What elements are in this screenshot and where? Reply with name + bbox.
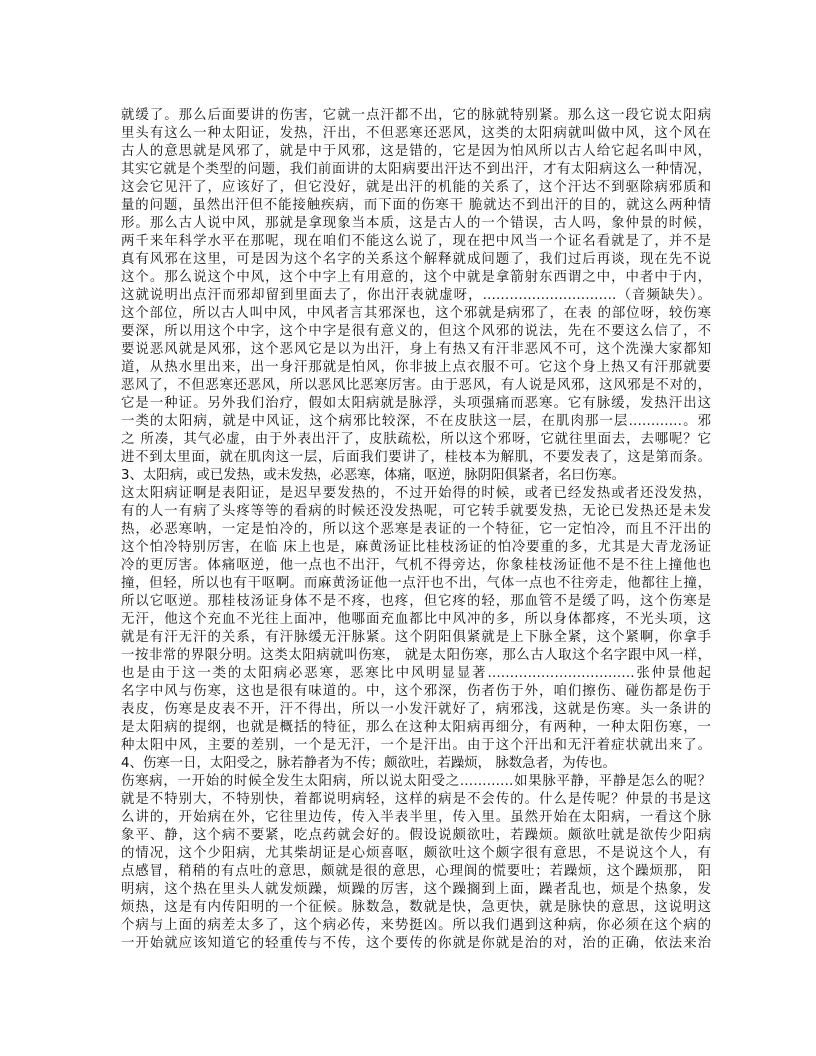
text-line: 之 所凑，其气必虚，由于外表出汗了，皮肤疏松，所以这个邪呀，它就往里面去，去哪呢？它 xyxy=(121,432,711,447)
text-line: 也是由于这一类的太阳病必恶寒，恶寒比中风明显显著……………………………张仲景他起 xyxy=(121,666,711,681)
text-line: 真有风邪在这里，可是因为这个名字的关系这个解释就成问题了，我们过后再谈，现在先不说 xyxy=(121,252,711,267)
text-line: 两千来年科学水平在那呢，现在咱们不能这么说了，现在把中风当一个证名看就是了，并不是 xyxy=(121,234,711,249)
text-line: 这太阳病证啊是表阳证，是迟早要发热的，不过开始得的时候，或者已经发热或者还没发热， xyxy=(121,486,711,501)
text-line: 这就说明出点汗而邪却留到里面去了，你出汗表就虚呀，…………………………（音频缺失）。 xyxy=(121,288,711,303)
text-line: 是太阳病的提纲，也就是概括的特征，那么在这种太阳病再细分，有两种，一种太阳伤寒，一 xyxy=(121,720,711,735)
text-line: 表皮，伤寒是皮表不开，汗不得出，所以一小发汗就好了，病邪浅，这就是伤寒。头一条讲的 xyxy=(121,702,711,717)
text-line: 它是一种证。另外我们治疗，假如太阳病就是脉浮，头项强痛而恶寒。它有脉缓，发热汗出这 xyxy=(121,396,711,411)
text-line: 这个。那么说这个中风，这个中字上有用意的，这个中就是拿箭射东西谓之中，中者中于内， xyxy=(121,270,711,285)
text-line: 要说恶风就是风邪，这个恶风它是以为出汗，身上有热又有汗非恶风不可，这个洗澡大家都知 xyxy=(121,342,711,357)
text-line: 就是不特别大，不特别快，着都说明病轻，这样的病是不会传的。什么是传呢？仲景的书是这 xyxy=(121,792,711,807)
text-line: 形。那么古人说中风，那就是拿现象当本质，这是古人的一个错误，古人吗，象仲景的时候， xyxy=(121,216,711,231)
text-line: 所以它呕逆。那桂枝汤证身体不是不疼，也疼，但它疼的轻，那血管不是缓了吗，这个伤寒是 xyxy=(121,594,711,609)
text-line: 就缓了。那么后面要讲的伤害，它就一点汗都不出，它的脉就特别紧。那么这一段它说太阳病 xyxy=(121,108,711,123)
text-line: 这会它见汗了，应该好了，但它没好，就是出汗的机能的关系了，这个汗达不到驱除病邪质和 xyxy=(121,180,711,195)
text-line: 有的人一有病了头疼等等的看病的时候还没发热呢，可它转手就要发热，无论已发热还是未发 xyxy=(121,504,711,519)
text-line: 这个部位，所以古人叫中风，中风者言其邪深也，这个邪就是病邪了，在表 的部位呀，较伤寒 xyxy=(121,306,711,321)
text-line: 烦热，这是有内传阳明的一个征候。脉数急，数就是快，急更快，就是脉快的意思，这说明这 xyxy=(121,900,711,915)
text-line: 恶风了，不但恶寒还恶风，所以恶风比恶寒厉害。由于恶风，有人说是风邪，这风邪是不对的， xyxy=(121,378,711,393)
text-line: 这个怕冷特别厉害，在临 床上也是，麻黄汤证比桂枝汤证的怕冷要重的多，尤其是大青龙汤证 xyxy=(121,540,711,555)
text-line: 其实它就是个类型的问题，我们前面讲的太阳病要出汗达不到出汗，才有太阳病这么一种情况， xyxy=(121,162,711,177)
text-line: 个病与上面的病差太多了，这个病必传，来势挺凶。所以我们遇到这种病，你必须在这个病的 xyxy=(121,918,711,933)
text-line: 象平、静，这个病不要紧，吃点药就会好的。假设说颇欲吐，若躁烦。颇欲吐就是欲传少阳病 xyxy=(121,828,711,843)
text-line: 撞，但轻，所以也有干呕啊。而麻黄汤证他一点汗也不出，气体一点也不往旁走，他都往上撞， xyxy=(121,576,711,591)
text-line: 冷的更厉害。体痛呕逆，他一点也不出汗，气机不得旁达，你象桂枝汤证他不是不往上撞他也 xyxy=(121,558,711,573)
text-line: 就是有汗无汗的关系，有汗脉缓无汗脉紧。这个阴阳俱紧就是上下脉全紧，这个紧啊，你拿手 xyxy=(121,630,711,645)
text-line: 道，从热水里出来，出一身汗那就是怕风，你非披上点衣服不可。它这个身上热又有汗那就要 xyxy=(121,360,711,375)
document-page xyxy=(121,107,711,953)
text-line: 量的问题，虽然出汗但不能接触疾病，而下面的伤寒干 脆就达不到出汗的目的，就这么两种情 xyxy=(121,198,711,213)
text-line: 么讲的，开始病在外，它往里边传，传入半表半里，传入里。虽然开始在太阳病，一看这个脉 xyxy=(121,810,711,825)
text-line: 种太阳中风，主要的差别，一个是无汗，一个是汗出。由于这个汗出和无汗着症状就出来了。 xyxy=(121,738,711,753)
text-line: 古人的意思就是风邪了，就是中于风邪，这是错的，它是因为怕风所以古人给它起名叫中风， xyxy=(121,144,711,159)
text-line: 的情况，这个少阳病，尤其柴胡证是心烦喜呕，颇欲吐这个颇字很有意思，不是说这个人，有 xyxy=(121,846,711,861)
text-line: 伤寒病，一开始的时候全发生太阳病，所以说太阳受之…………如果脉平静，平静是怎么的呢？ xyxy=(121,774,711,789)
text-line: 明病，这个热在里头人就发烦躁，烦躁的厉害，这个躁搁到上面，躁者乱也，烦是个热象，发 xyxy=(121,882,711,897)
text-line: 名字中风与伤寒，这也是很有味道的。中，这个邪深，伤者伤于外，咱们擦伤、碰伤都是伤于 xyxy=(121,684,711,699)
text-line: 3、太阳病，或已发热，或未发热，必恶寒，体痛，呕逆，脉阴阳俱紧者，名曰伤寒。 xyxy=(121,468,625,483)
text-line: 要深，所以用这个中字，这个中字是很有意义的，但这个风邪的说法，先在不要这么信了，不 xyxy=(121,324,711,339)
text-line: 无汗，他这个充血不光往上面冲，他哪面充血都比中风冲的多，所以身体都疼，不光头项，这 xyxy=(121,612,711,627)
text-line: 一类的太阳病，就是中风证，这个病邪比较深，不在皮肤这一层，在肌肉那一层…………。邪 xyxy=(121,414,711,429)
text-line: 一开始就应该知道它的轻重传与不传，这个要传的你就是你就是治的对，治的正确，依法来治 xyxy=(121,936,711,951)
text-line: 4、伤寒一日，太阳受之，脉若静者为不传；颇欲吐，若躁烦， 脉数急者，为传也。 xyxy=(121,756,616,771)
text-line: 一按非常的界限分明。这类太阳病就叫伤寒， 就是太阳伤寒，那么古人取这个名字跟中风一样， xyxy=(121,648,711,663)
text-line: 点感冒，稍稍的有点吐的意思，颇就是很的意思，心理阆的慌要吐；若躁烦，这个躁烦那， 阳 xyxy=(121,864,711,879)
text-line: 里头有这么一种太阳证，发热，汗出，不但恶寒还恶风，这类的太阳病就叫做中风，这个风在 xyxy=(121,126,711,141)
text-line: 热，必恶寒呐，一定是怕冷的，所以这个恶寒是表证的一个特征，它一定怕冷，而且不汗出的 xyxy=(121,522,711,537)
text-line: 进不到太里面，就在肌肉这一层，后面我们要讲了，桂枝本为解肌，不要发表了，这是第而条。 xyxy=(121,450,711,465)
